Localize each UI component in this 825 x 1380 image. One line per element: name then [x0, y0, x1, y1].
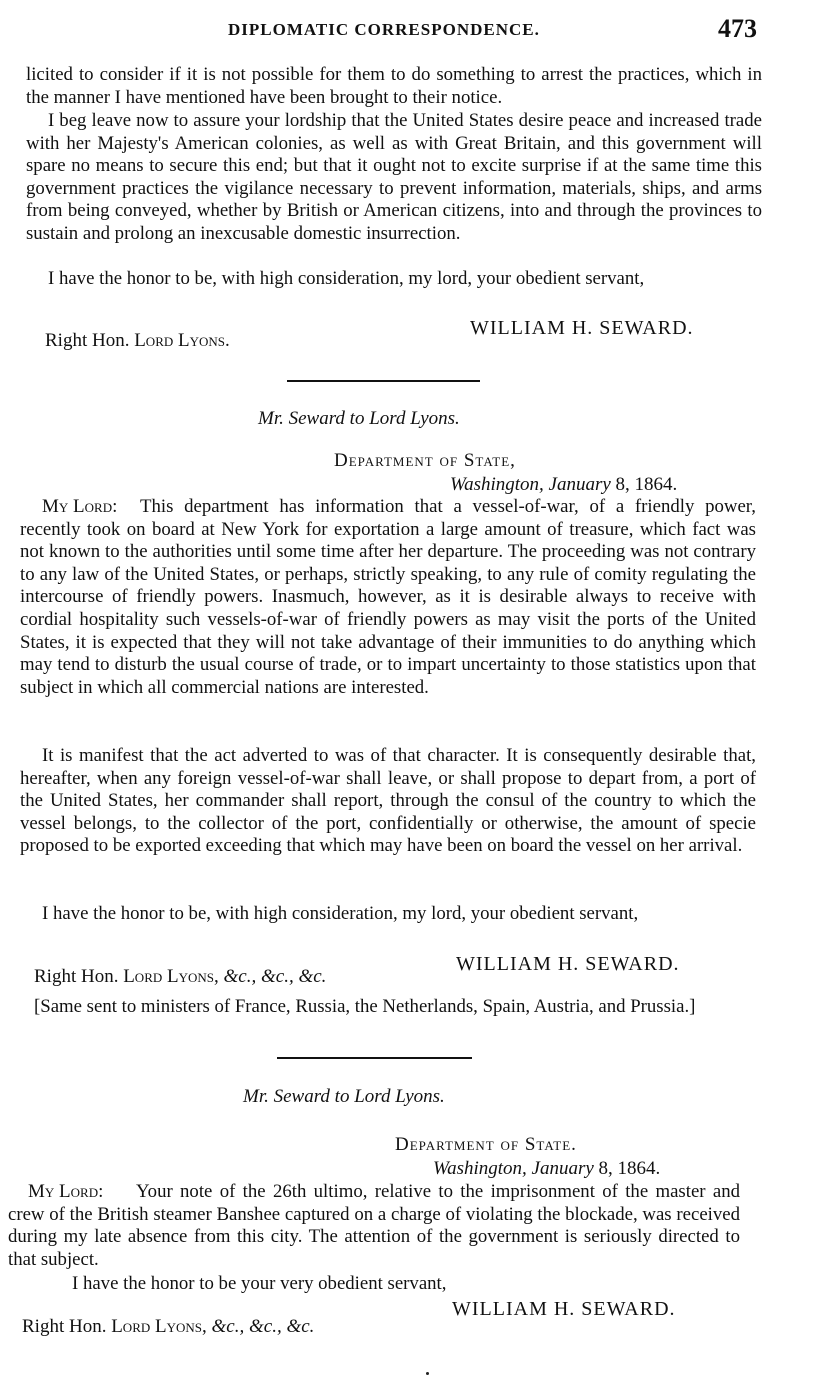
letter2-addressee-etc: &c., &c., &c.: [223, 966, 327, 987]
letter3-addressee: [22, 1316, 314, 1338]
letter3-addressee-name: Lord Lyons,: [111, 1316, 207, 1337]
letter2-signature: WILLIAM H. SEWARD.: [456, 953, 680, 975]
letter2-date: [450, 474, 677, 496]
section-divider-1: [287, 380, 480, 382]
printer-mark-dot: [426, 1372, 429, 1375]
letter3-salutation: My Lord:: [28, 1181, 104, 1202]
letter3-department: Department of State.: [395, 1134, 577, 1155]
letter1-signature: WILLIAM H. SEWARD.: [470, 317, 694, 339]
letter2-date-rest: 8, 1864.: [615, 474, 678, 495]
letter2-paragraph-1: This department has information that a vessel-of-war, of a friendly power, recently took on board at New York for exportation a large amount of treasure, which fact was not known to the authorities until some time after her departure. The proceeding was not contrary to any law of the United States, or perhaps, strictly speaking, to any rule of comity regulating the intercourse of friendly powers. Inasmuch, however, as it is desirable always to receive with cordial hospitality such vessels-of-war of friendly powers as may visit the ports of the United States, it is expected that they will not take advantage of their immunities to do anything which may tend to disturb the usual course of trade, or to impart uncertainty to those statistics upon that subject in which all commercial nations are interested.: [20, 496, 756, 698]
letter2-heading: Mr. Seward to Lord Lyons.: [258, 408, 460, 429]
letter1-addressee: [45, 330, 230, 352]
section-divider-2: [277, 1057, 472, 1059]
letter3-heading: Mr. Seward to Lord Lyons.: [243, 1086, 445, 1107]
letter3-signature: WILLIAM H. SEWARD.: [452, 1298, 676, 1320]
letter2-addressee-name: Lord Lyons,: [123, 966, 219, 987]
letter2-salutation: My Lord:: [42, 496, 118, 517]
letter1-paragraph-1: licited to consider if it is not possible for them to do something to arrest the practices, which in the manner I have mentioned have been brought to their notice.: [26, 64, 762, 108]
letter3-date-place: Washington, January: [433, 1158, 594, 1179]
page-number: 473: [718, 14, 757, 43]
letter2-addressee-prefix: Right Hon.: [34, 966, 119, 987]
letter2-addressee: [34, 966, 326, 988]
letter2-note: [Same sent to ministers of France, Russia, the Netherlands, Spain, Austria, and Prussia.]: [34, 996, 696, 1017]
running-head: DIPLOMATIC CORRESPONDENCE.: [228, 20, 540, 39]
letter1-paragraph-2: I beg leave now to assure your lordship that the United States desire peace and increased trade with her Majesty's American colonies, as well as with Great Britain, and this government will spare no means to secure this end; but that it ought not to excite surprise if at the same time this government practices the vigilance necessary to prevent information, materials, ships, and arms from being conveyed, whether by British or American citizens, into and through the provinces to sustain and prolong an inexcusable domestic insurrection.: [26, 110, 762, 244]
letter1-addressee-name: Lord Lyons.: [134, 330, 230, 351]
letter2-paragraph-2: It is manifest that the act adverted to was of that character. It is consequently desirable that, hereafter, when any foreign vessel-of-war shall leave, or shall propose to depart from, a port of the United States, her commander shall report, through the consul of the country to which the vessel belongs, to the collector of the port, confidentially or otherwise, the amount of specie proposed to be exported exceeding that which may have been on board the vessel on her arrival.: [20, 745, 756, 857]
letter3-date-rest: 8, 1864.: [598, 1158, 661, 1179]
letter2-department: Department of State,: [334, 450, 516, 471]
letter1-closing: I have the honor to be, with high consideration, my lord, your obedient servant,: [48, 268, 645, 289]
letter3-date: [433, 1158, 660, 1180]
letter3-addressee-etc: &c., &c., &c.: [211, 1316, 315, 1337]
letter2-date-place: Washington, January: [450, 474, 611, 495]
letter1-addressee-prefix: Right Hon.: [45, 330, 130, 351]
letter3-paragraph-1: Your note of the 26th ultimo, relative to the imprisonment of the master and crew of the British steamer Banshee captured on a charge of violating the blockade, was received during my late absence from this city. The attention of the government is seriously directed to that subject.: [8, 1181, 740, 1270]
letter3-addressee-prefix: Right Hon.: [22, 1316, 107, 1337]
letter2-closing: I have the honor to be, with high consideration, my lord, your obedient servant,: [42, 903, 639, 924]
letter3-closing: I have the honor to be your very obedient servant,: [72, 1273, 447, 1294]
page-header: [0, 14, 825, 48]
